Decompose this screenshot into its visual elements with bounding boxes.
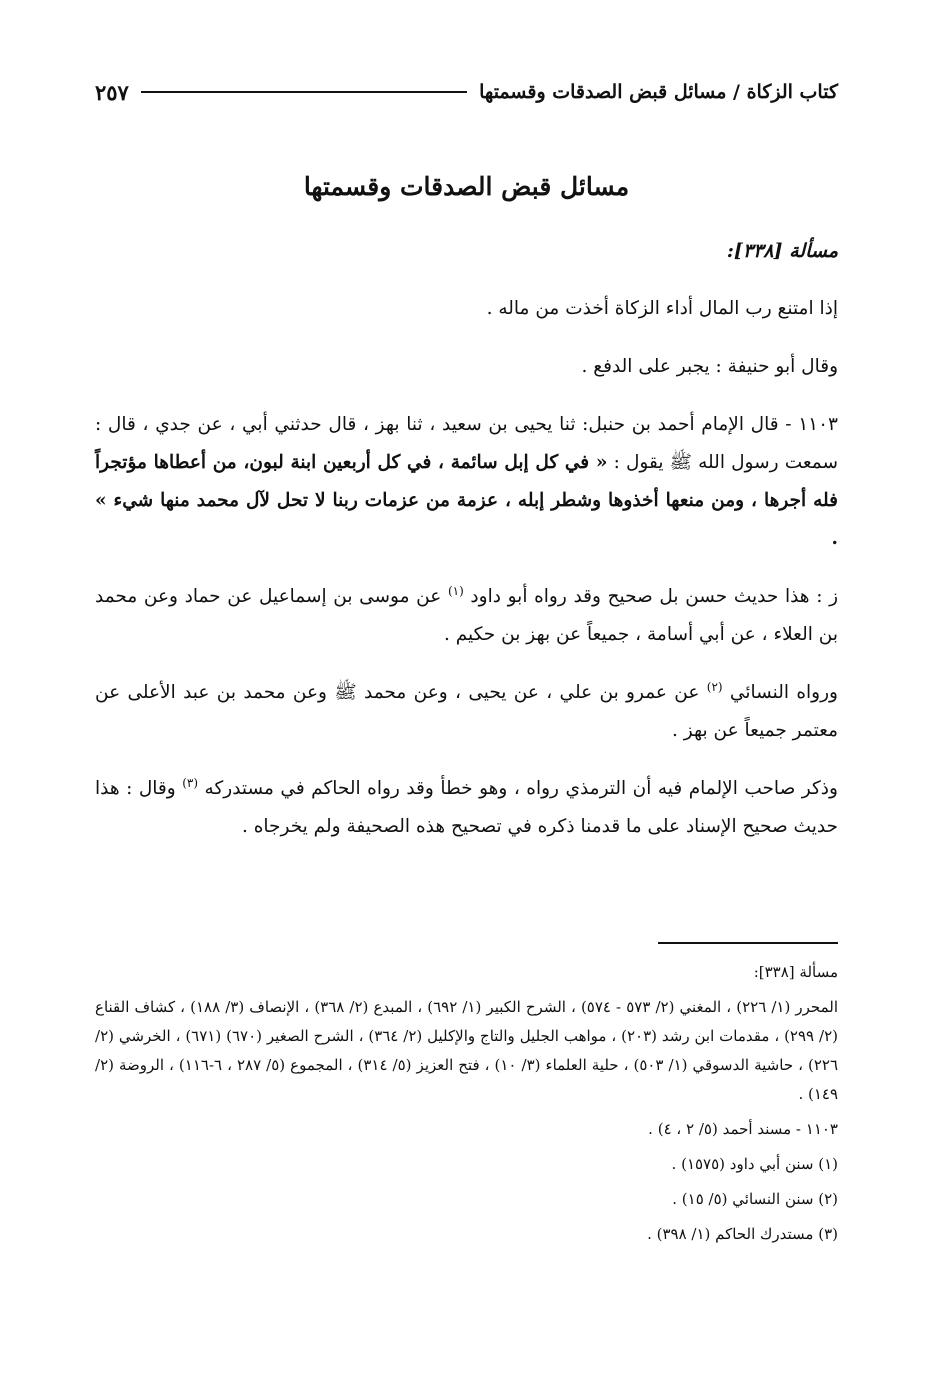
footnote-2: (٢) سنن النسائي (٥/ ١٥) . [672,1190,838,1208]
issue-label: مسألة [٣٣٨]: [726,240,838,262]
footnote-marker-1[interactable]: (١) [447,583,464,598]
running-header-title: كتاب الزكاة / مسائل قبض الصدقات وقسمتها [479,81,838,103]
nasai-text-start: ورواه النسائي [729,682,838,703]
hakim-text-start: وذكر صاحب الإلمام فيه أن الترمذي رواه ، وهو خطأ وقد رواه الحاكم في مستدركه [204,778,838,799]
page-number: ٢٥٧ [95,79,129,105]
running-header [95,72,838,112]
footnote-marker-3[interactable]: (٣) [182,775,199,790]
paragraph-nasai [95,674,838,750]
paragraph-hakim [95,770,838,846]
footnote-hadith-ref: ١١٠٣ - مسند أحمد (٥/ ٢ ، ٤) . [648,1120,838,1138]
grading-text-start: ز : هذا حديث حسن بل صحيح وقد رواه أبو داود [470,586,839,607]
footnote-marker-2[interactable]: (٢) [706,679,723,694]
footnotes [95,958,838,1255]
footnote-issue-ref: مسألة [٣٣٨]: [753,963,838,981]
hakim-text-end: وقال : هذا حديث صحيح الإسناد على ما قدمنا ذكره في تصحيح هذه الصحيفة ولم يخرجاه . [95,778,838,837]
paragraph-ruling: إذا امتنع رب المال أداء الزكاة أخذت من ماله . [486,298,838,319]
grading-text-end: عن موسى بن إسماعيل عن حماد وعن محمد بن العلاء ، عن أبي أسامة ، جميعاً عن بهز بن حكيم . [95,586,838,645]
header-rule [141,91,467,93]
footnote-issue-sources: المحرر (١/ ٢٢٦) ، المغني (٢/ ٥٧٣ - ٥٧٤) ، الشرح الكبير (١/ ٦٩٢) ، المبدع (٢/ ٣٦٨) ، الإنصاف (٣/ ١٨٨) ، كشاف القناع (٢/ ٢٩٩) ، مقدمات ابن رشد (٢٠٣) ، مواهب الجليل والتاج والإكليل (٢/ ٣٦٤) ، الشرح الصغير (٦٧٠) (٦٧١) ، الخرشي (٢/ ٢٢٦) ، حاشية الدسوقي (١/ ٥٠٣) ، حلية العلماء (٣/ ١٠) ، فتح العزيز (٥/ ٣١٤) ، المجموع (٥/ ٢٨٧ ، ٦-١١٦) ، الروضة (٢/ ١٤٩) . [95,998,839,1103]
main-text [95,232,838,866]
paragraph-grading [95,578,838,654]
chapter-title: مسائل قبض الصدقات وقسمتها [303,172,630,201]
hadith-matn: « في كل إبل سائمة ، في كل أربعين ابنة لبون، من أعطاها مؤتجراً فله أجرها ، ومن منعها أخذوها وشطر إبله ، عزمة من عزمات ربنا لا تحل لآل محمد منها شيء » . [95,452,838,549]
hadith-isnad: ١١٠٣ - قال الإمام أحمد بن حنبل: ثنا يحيى بن سعيد ، ثنا بهز ، قال حدثني أبي ، عن جدي ، قال : سمعت رسول الله ﷺ يقول : [95,414,838,473]
footnote-1: (١) سنن أبي داود (١٥٧٥) . [671,1155,838,1173]
paragraph-hadith [95,406,838,558]
footnote-3: (٣) مستدرك الحاكم (١/ ٣٩٨) . [647,1225,838,1243]
footnote-separator [658,942,838,944]
nasai-text-end: عن عمرو بن علي ، عن يحيى ، وعن محمد ﷺ وعن محمد بن عبد الأعلى عن معتمر جميعاً عن بهز . [95,682,838,741]
paragraph-hanafi-view: وقال أبو حنيفة : يجبر على الدفع . [581,356,838,377]
